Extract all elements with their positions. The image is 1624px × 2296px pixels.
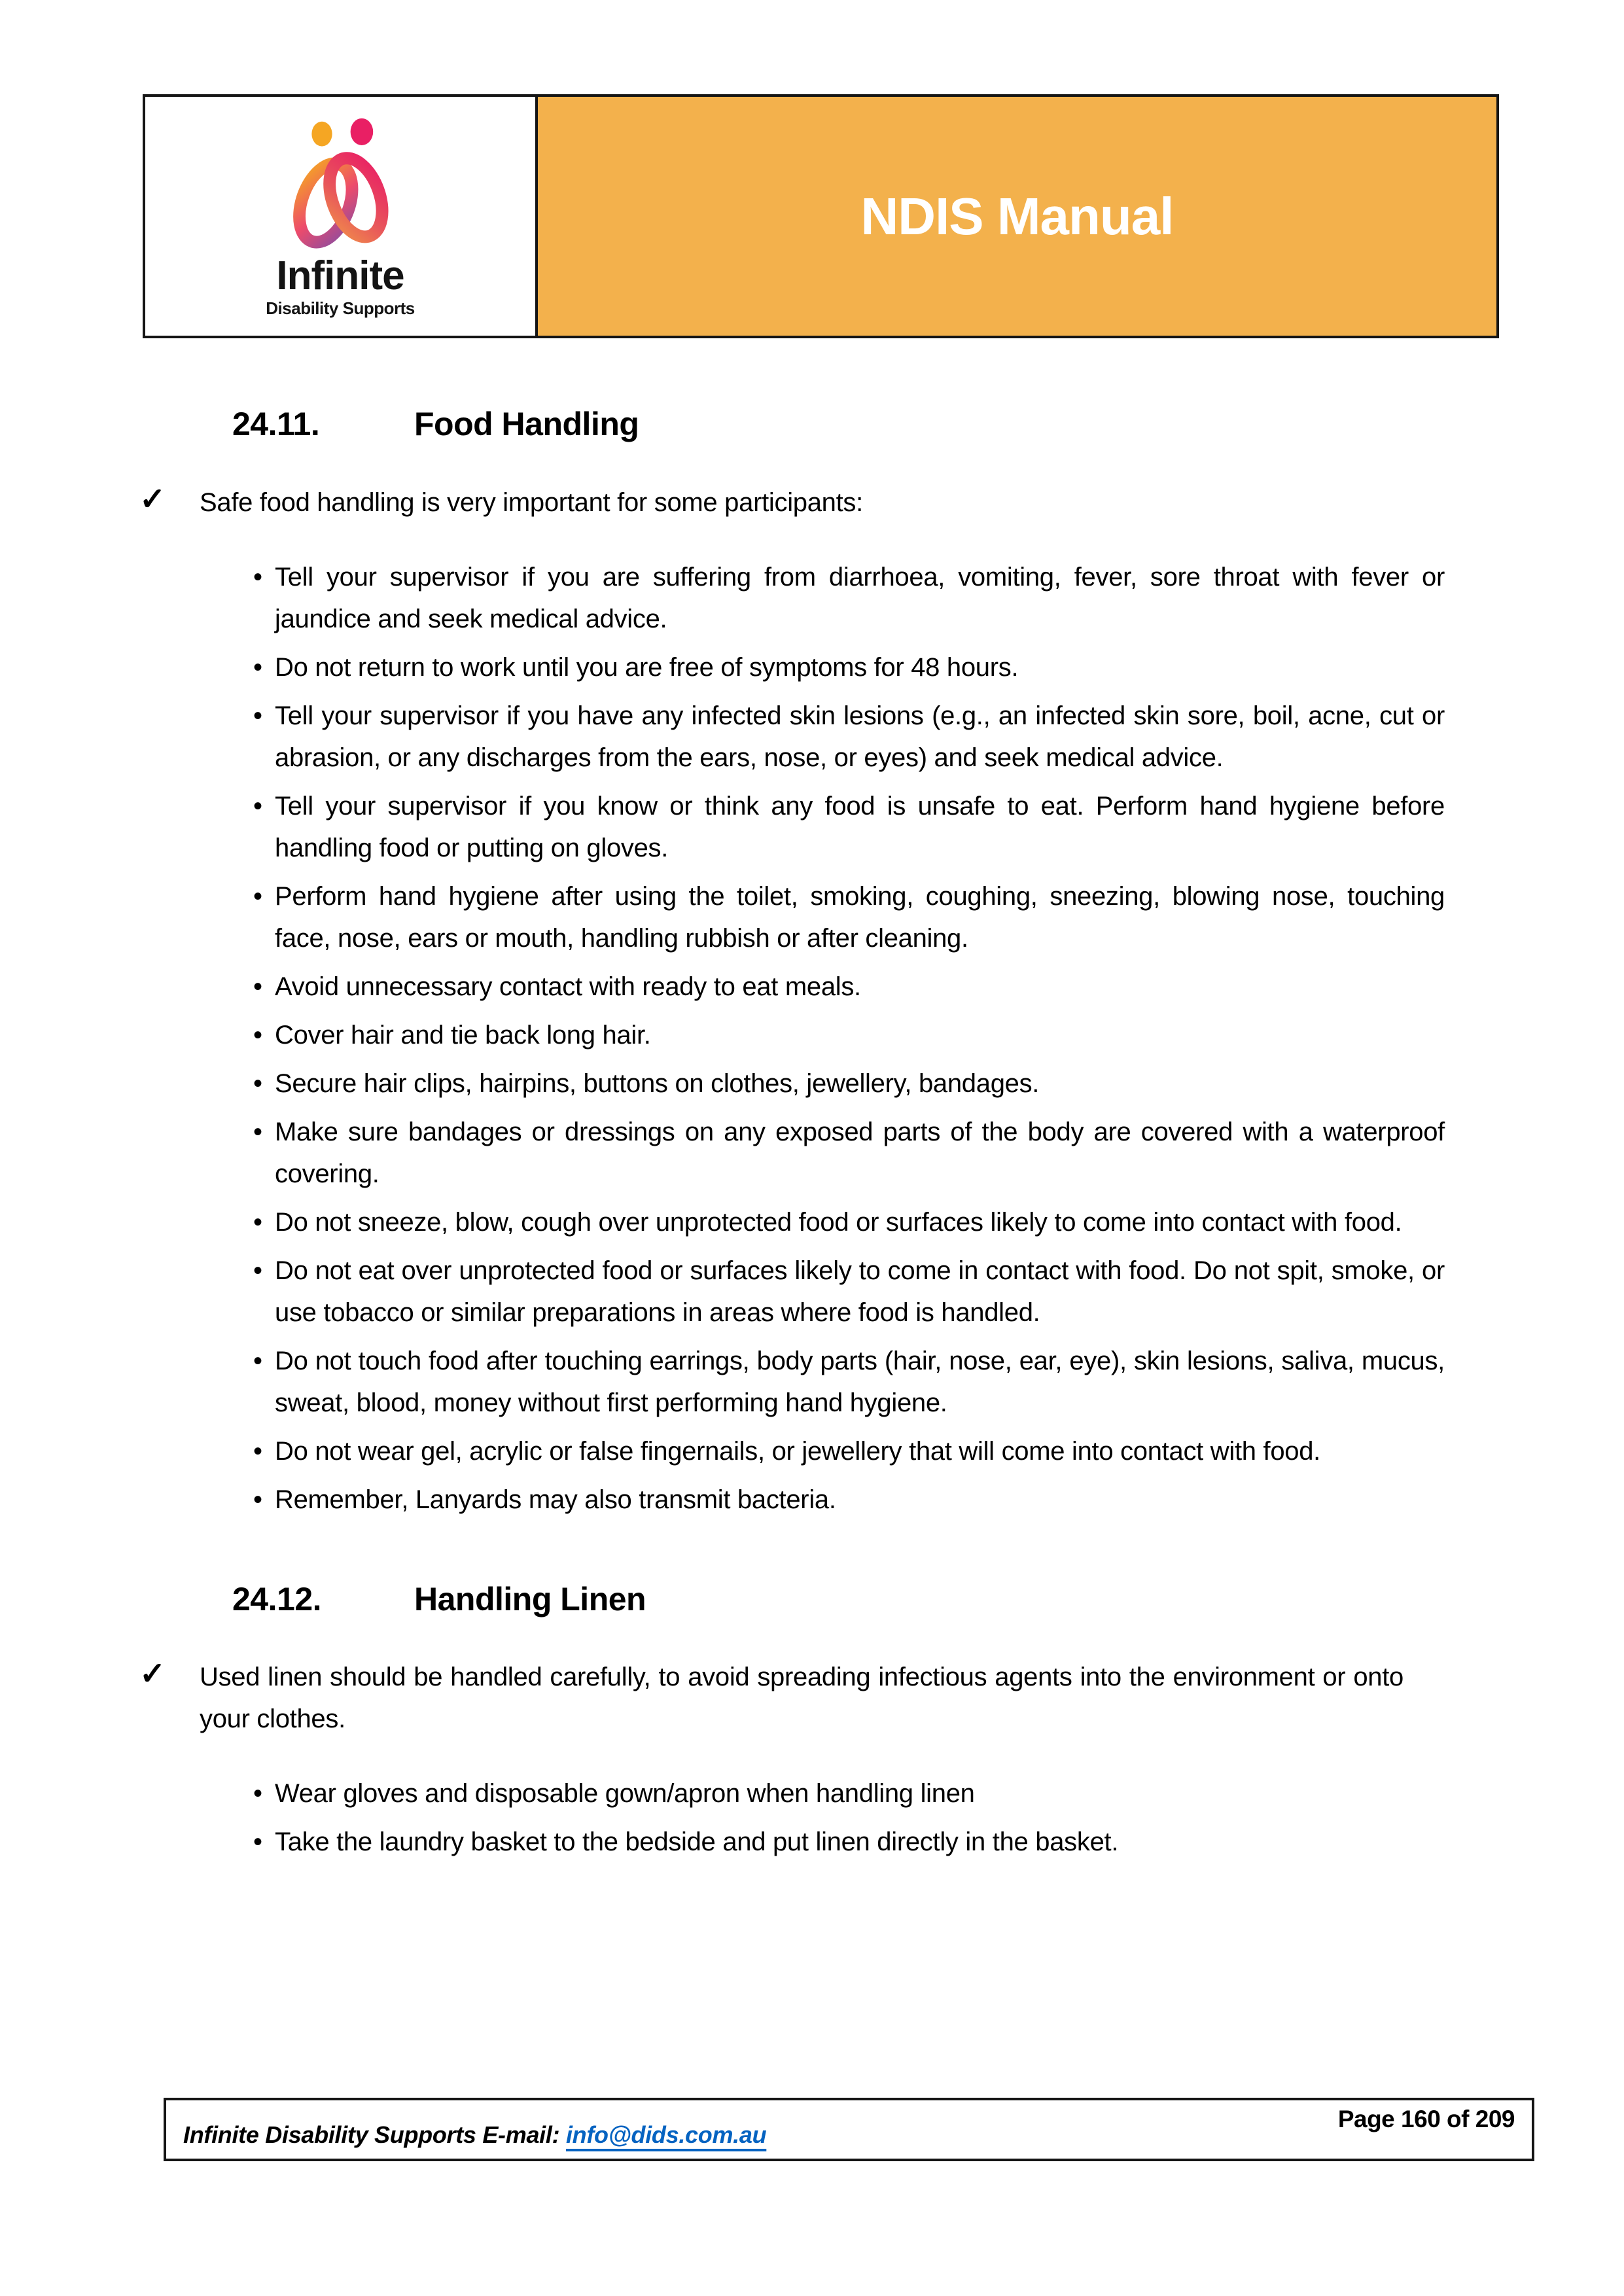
section-lead bbox=[139, 482, 1403, 523]
list-item: • Wear gloves and disposable gown/apron when handling linen bbox=[275, 1773, 1445, 1814]
section-heading-handling-linen bbox=[232, 1581, 1624, 1619]
page-number: Page 160 of 209 bbox=[1337, 2106, 1515, 2132]
list-item: • Tell your supervisor if you are suffering from diarrhoea, vomiting, fever, sore throat with fever or jaundice and seek medical advice. bbox=[275, 556, 1445, 640]
footer-company-label: Infinite Disability Supports E-mail: bbox=[183, 2121, 566, 2148]
list-item: • Tell your supervisor if you know or think any food is unsafe to eat. Perform hand hygiene before handling food or putting on gloves. bbox=[275, 785, 1445, 869]
logo-brand-text: Infinite bbox=[276, 253, 404, 299]
section-number: 24.11. bbox=[232, 406, 320, 442]
list-item: • Avoid unnecessary contact with ready to eat meals. bbox=[275, 966, 1445, 1008]
list-item: • Do not sneeze, blow, cough over unprotected food or surfaces likely to come into contact with food. bbox=[275, 1201, 1445, 1243]
section-title: Handling Linen bbox=[414, 1580, 646, 1617]
list-item: • Make sure bandages or dressings on any exposed parts of the body are covered with a waterproof covering. bbox=[275, 1111, 1445, 1195]
section-number: 24.12. bbox=[232, 1580, 322, 1617]
list-item: • Cover hair and tie back long hair. bbox=[275, 1014, 1445, 1056]
list-item: • Secure hair clips, hairpins, buttons on clothes, jewellery, bandages. bbox=[275, 1063, 1445, 1104]
list-item: • Do not eat over unprotected food or surfaces likely to come in contact with food. Do not spit, smoke, or use tobacco or similar preparations in areas where food is handled. bbox=[275, 1250, 1445, 1333]
list-item: • Remember, Lanyards may also transmit bacteria. bbox=[275, 1479, 1445, 1521]
list-item: • Tell your supervisor if you have any infected skin lesions (e.g., an infected skin sore, boil, acne, cut or abrasion, or any discharges from the ears, nose, or eyes) and seek medical advice. bbox=[275, 695, 1445, 779]
checkmark-icon: ✓ bbox=[139, 482, 166, 517]
logo-tagline-text: Disability Supports bbox=[266, 298, 415, 318]
title-banner bbox=[538, 97, 1496, 336]
list-item: • Do not return to work until you are free of symptoms for 48 hours. bbox=[275, 646, 1445, 688]
infinity-logo-icon bbox=[271, 118, 410, 258]
lead-text: Used linen should be handled carefully, to avoid spreading infectious agents into the environment or onto your clothes. bbox=[200, 1663, 1403, 1733]
list-item: • Take the laundry basket to the bedside and put linen directly in the basket. bbox=[275, 1821, 1445, 1863]
handling-linen-list bbox=[275, 1773, 1445, 1863]
footer-contact-line bbox=[183, 2121, 766, 2149]
section-lead bbox=[139, 1656, 1403, 1740]
checkmark-icon: ✓ bbox=[139, 1657, 166, 1691]
page-footer bbox=[164, 2098, 1534, 2161]
email-link[interactable]: info@dids.com.au bbox=[565, 2121, 767, 2148]
list-item: • Perform hand hygiene after using the toilet, smoking, coughing, sneezing, blowing nose, touching face, nose, ears or mouth, handling rubbish or after cleaning. bbox=[275, 875, 1445, 959]
page-header bbox=[143, 94, 1499, 338]
lead-text: Safe food handling is very important for some participants: bbox=[200, 487, 863, 517]
list-item: • Do not wear gel, acrylic or false fingernails, or jewellery that will come into contact with food. bbox=[275, 1430, 1445, 1472]
list-item: • Do not touch food after touching earrings, body parts (hair, nose, ear, eye), skin lesions, saliva, mucus, sweat, blood, money without first performing hand hygiene. bbox=[275, 1340, 1445, 1424]
section-title: Food Handling bbox=[414, 406, 639, 442]
food-handling-list bbox=[275, 556, 1445, 1521]
document-title: NDIS Manual bbox=[860, 186, 1174, 245]
company-logo bbox=[145, 97, 538, 336]
